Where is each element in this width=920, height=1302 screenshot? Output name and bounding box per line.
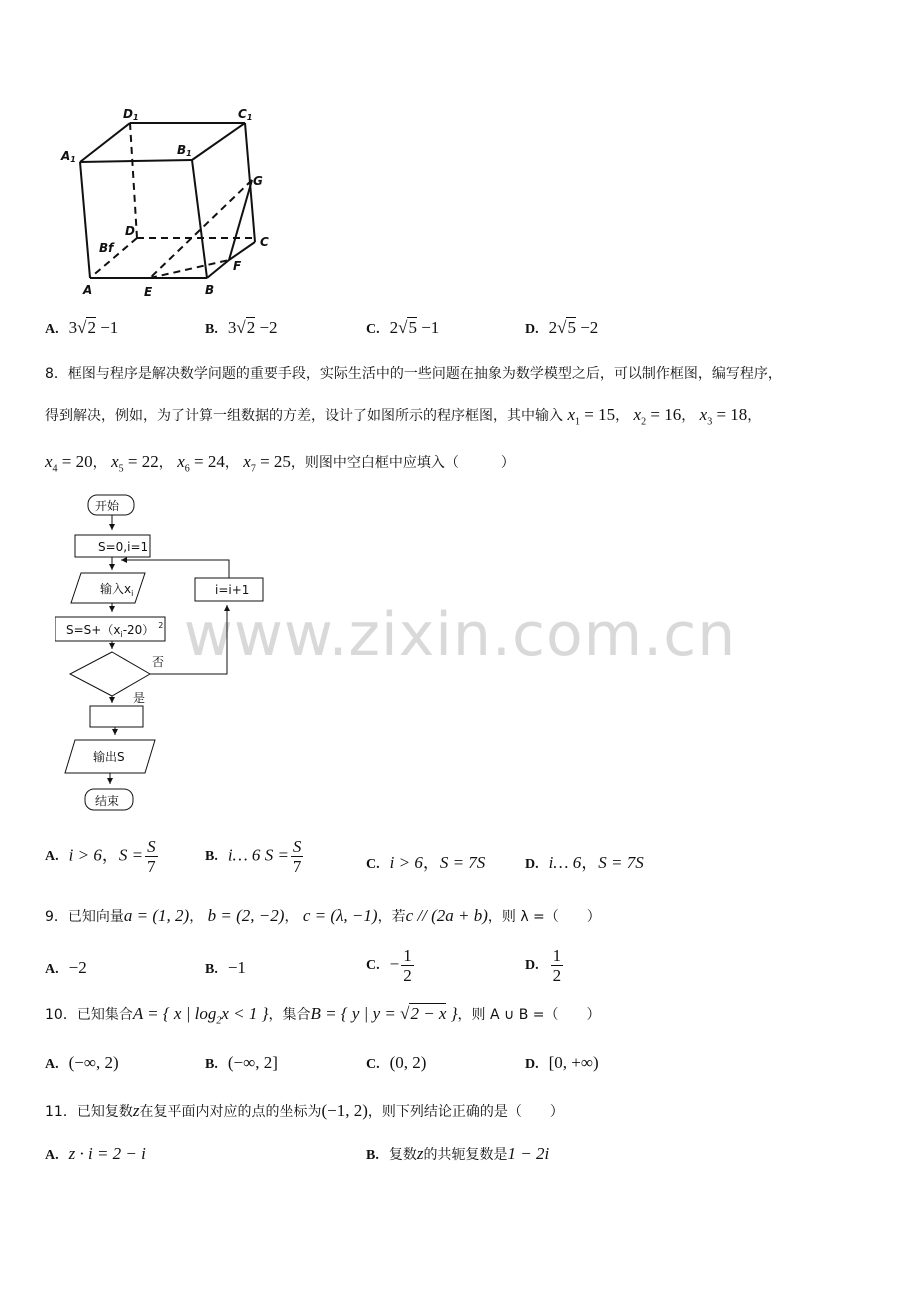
q7-option-a: A. 3√2 −1 bbox=[45, 318, 119, 337]
q8-line1: 8．框图与程序是解决数学问题的重要手段，实际生活中的一些问题在抽象为数学模型之后，可以制作框图，编写程序， bbox=[45, 366, 782, 382]
flow-blank bbox=[90, 706, 143, 727]
label-c: C bbox=[260, 235, 269, 249]
flow-output-text: 输出S bbox=[93, 750, 125, 764]
flow-end-text: 结束 bbox=[95, 794, 120, 808]
q8-option-d: D. i… 6，S = 7S bbox=[525, 853, 644, 872]
flow-update-text: $S=S+(x_i-20)$ $^2$ bbox=[66, 621, 164, 639]
flow-decision bbox=[70, 652, 150, 696]
label-d: D bbox=[125, 224, 135, 238]
q9-option-a: A. −2 bbox=[45, 958, 87, 977]
q9-option-d: D. $\frac{1}{2}$ bbox=[525, 946, 562, 985]
flow-no-text: 否 bbox=[152, 655, 165, 669]
q8-line2: 得到解决，例如，为了计算一组数据的方差，设计了如图所示的程序框图，其中输入 $x_1 = 15$， $x_2 = 16$， $x_3 = 18$， bbox=[45, 405, 762, 428]
q10-option-d: D. [0, +∞) bbox=[525, 1053, 599, 1072]
label-b: B bbox=[205, 283, 215, 297]
q8-option-c: C. i > 6，S = 7S bbox=[366, 853, 486, 872]
label-e: E bbox=[144, 285, 153, 299]
flow-inc-text: i=i+1 bbox=[215, 583, 250, 597]
q10-option-b: B. (−∞, 2] bbox=[205, 1053, 278, 1072]
q8-option-a: A. i > 6，S = $\frac{S}{7}$ bbox=[45, 837, 156, 876]
label-a: A bbox=[83, 283, 93, 297]
q10-stem: 10．已知集合A = { x | $\log_2x < 1$ }，集合B = { y | y = √2 − x }，则 A ∪ B =（ ） bbox=[45, 1004, 601, 1027]
flowchart bbox=[55, 490, 285, 815]
flow-init-text: S=0,i=1 bbox=[98, 540, 149, 554]
q7-option-c: C. 2√5 −1 bbox=[366, 318, 440, 337]
flow-yes-text: 是 bbox=[133, 691, 146, 705]
watermark: www.zixin.com.cn bbox=[183, 600, 737, 670]
q11-stem: 11．已知复数z在复平面内对应的点的坐标为(−1, 2)，则下列结论正确的是（ ） bbox=[45, 1101, 564, 1120]
flow-start-text: 开始 bbox=[95, 499, 120, 513]
q7-option-d: D. 2√5 −2 bbox=[525, 318, 599, 337]
label-g: G bbox=[253, 174, 263, 188]
q9-option-c: C. − $\frac{1}{2}$ bbox=[366, 946, 412, 985]
label-bf: Bf bbox=[99, 241, 114, 255]
q7-option-b: B. 3√2 −2 bbox=[205, 318, 278, 337]
q10-option-a: A. (−∞, 2) bbox=[45, 1053, 119, 1072]
q11-option-b: B. 复数z的共轭复数是1 − 2i bbox=[366, 1144, 550, 1163]
label-c1: C1 bbox=[238, 107, 253, 122]
q10-option-c: C. (0, 2) bbox=[366, 1053, 427, 1072]
label-d1: D1 bbox=[123, 107, 139, 122]
cube-figure bbox=[55, 100, 295, 300]
q8-line3: $x_4 = 20$， $x_5 = 22$， $x_6 = 24$， $x_7 = 25$，则图中空白框中应填入（ ） bbox=[45, 452, 515, 475]
flow-input-text: 输入$x_i$ bbox=[100, 582, 134, 598]
q11-option-a: A. z · i = 2 − i bbox=[45, 1144, 146, 1163]
label-a1: A1 bbox=[61, 149, 76, 164]
q8-option-b: B. i… 6 S = $\frac{S}{7}$ bbox=[205, 837, 302, 876]
q9-stem: 9．已知向量a = (1, 2)， b = (2, −2)， c = (λ, −1)，若c // (2a + b)，则 λ =（ ） bbox=[45, 906, 601, 925]
q9-option-b: B. −1 bbox=[205, 958, 246, 977]
label-b1: B1 bbox=[177, 143, 192, 158]
label-f: F bbox=[233, 259, 242, 273]
